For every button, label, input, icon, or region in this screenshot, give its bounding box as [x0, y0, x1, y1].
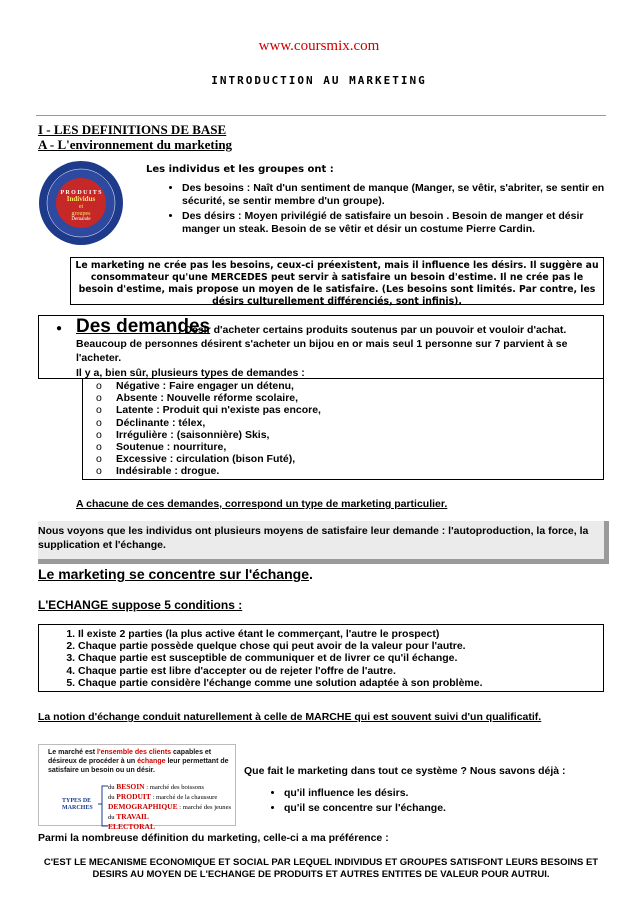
list-item: • qu'il influence les désirs. [284, 786, 446, 801]
list-item: o Irrégulière : (saisonnière) Skis, [96, 429, 321, 441]
market-def-part: capables et désireux de procéder à un [48, 749, 212, 765]
conditions-list [62, 628, 483, 689]
market-prefix: du [108, 784, 117, 791]
list-item: o Latente : Produit qui n'existe pas encore, [96, 404, 321, 416]
market-desc: : marché des jeunes [177, 804, 232, 811]
list-item [108, 792, 231, 802]
market-types-list [108, 782, 231, 832]
market-def-part: Le marché est [48, 749, 98, 756]
list-item: 5. Chaque partie considère l'échange comme une solution adaptée à son problème. [78, 677, 483, 689]
definition-intro: Parmi la nombreuse définition du marketing, celle-ci a ma préférence : [38, 832, 389, 844]
section-heading: I - LES DEFINITIONS DE BASE [38, 122, 227, 137]
list-item: o Indésirable : drogue. [96, 465, 321, 477]
environment-emblem [38, 160, 124, 246]
list-item [108, 812, 231, 822]
list-item: o Soutenue : nourriture, [96, 441, 321, 453]
demandes-footer: A chacune de ces demandes, correspond un type de marketing particulier. [76, 498, 448, 510]
list-item: 2. Chaque partie possède quelque chose qui peut avoir de la valeur pour l'autre. [78, 640, 483, 652]
needs-list [166, 182, 622, 238]
exchange-title: L'ECHANGE suppose 5 conditions : [38, 598, 243, 612]
list-item: o Négative : Faire engager un détenu, [96, 380, 321, 392]
bullet-icon: ● [56, 323, 63, 334]
list-item: 4. Chaque partie est libre d'accepter ou de rejeter l'offre de l'autre. [78, 665, 483, 677]
market-desc: : marché des boissons [144, 784, 204, 791]
market-prefix: du [108, 794, 117, 801]
list-item: • Des désirs : Moyen privilégié de satisfaire un besoin . Besoin de manger et désir manger un steak. Besoin de se vêtir et désir un costume Pierre Cardin. [182, 210, 622, 236]
list-item: 3. Chaque partie est susceptible de communiquer et de livrer ce qu'il échange. [78, 652, 483, 664]
demandes-types-intro: Il y a, bien sûr, plusieurs types de demandes : [76, 367, 305, 379]
list-item [108, 822, 231, 832]
list-item [108, 802, 231, 812]
satisfaction-text: Nous voyons que les individus ont plusieurs moyens de satisfaire leur demande : l'autoproduction, la force, la supplication et l'échange. [38, 525, 589, 551]
market-name: TRAVAIL [116, 812, 149, 821]
list-item: o Excessive : circulation (bison Futé), [96, 453, 321, 465]
document-title: INTRODUCTION AU MARKETING [211, 74, 427, 87]
market-desc: : marché de la chaussure [150, 794, 218, 801]
list-item: o Déclinante : télex, [96, 417, 321, 429]
market-name: ELECTORAL [108, 822, 155, 831]
svg-text:Individus: Individus [66, 195, 96, 203]
exchange-focus-heading [38, 566, 313, 582]
needs-intro: Les individus et les groupes ont : [146, 164, 334, 175]
marketing-does-list [268, 786, 446, 816]
market-name: DEMOGRAPHIQUE [108, 802, 178, 811]
demandes-heading: Des demandes [76, 316, 211, 337]
exchange-focus-dot: . [308, 566, 313, 582]
exchange-focus-text: Le marketing se concentre sur l'échange [38, 566, 309, 582]
list-item: • Des besoins : Naît d'un sentiment de manque (Manger, se vêtir, s'abriter, se sentir en sécurité, se sentir membre d'un groupe). [182, 182, 622, 208]
market-types-label: TYPES DE MARCHES [62, 798, 93, 811]
title-divider [36, 115, 606, 116]
market-def-part: l'ensemble des clients [97, 749, 172, 756]
svg-text:P R O D U I T S: P R O D U I T S [60, 190, 102, 196]
marketing-question: Que fait le marketing dans tout ce système ? Nous savons déjà : [244, 765, 566, 777]
svg-text:Demande: Demande [71, 217, 91, 222]
site-url[interactable]: www.coursmix.com [258, 38, 380, 54]
svg-text:et: et [78, 204, 84, 210]
list-item: • qu'il se concentre sur l'échange. [284, 801, 446, 816]
market-name: PRODUIT [116, 792, 151, 801]
market-def-part: échange [137, 758, 166, 765]
market-def-part: leur permettant de satisfaire un besoin ou un désir. [48, 758, 229, 774]
marketing-note-box: Le marketing ne crée pas les besoins, ceux-ci préexistent, mais il influence les désirs. Il suggère au consommateur qu'une MERCEDES peut servir à satisfaire un besoin d'estime. Il ne crée pas le besoin d'estime, mais propose un moyen de le satisfaire. (Les besoins sont limités. Par contre, les désirs culturellement différenciés, sont infinis). [70, 257, 604, 305]
list-item [108, 782, 231, 792]
svg-text:groupes: groupes [71, 211, 91, 217]
market-prefix: du [108, 814, 117, 821]
demandes-text: : Désir d'acheter certains produits soutenus par un pouvoir et vouloir d'achat. Beaucoup de personnes désirent s'acheter un bijou en or mais seul 1 personne sur 7 parvient à se l'acheter. [76, 324, 568, 364]
marketing-definition: C'EST LE MECANISME ECONOMIQUE ET SOCIAL PAR LEQUEL INDIVIDUS ET GROUPES SATISFONT LEURS BESOINS ET DESIRS AU MOYEN DE L'ECHANGE DE PRODUITS ET AUTRES ENTITES DE VALEUR POUR AUTRUI. [43, 857, 599, 880]
demand-types-list [96, 380, 321, 478]
market-definition [48, 748, 234, 775]
market-notion: La notion d'échange conduit naturellement à celle de MARCHE qui est souvent suivi d'un qualificatif. [38, 711, 542, 723]
list-item: o Absente : Nouvelle réforme scolaire, [96, 392, 321, 404]
list-item: 1. Il existe 2 parties (la plus active étant le commerçant, l'autre le prospect) [78, 628, 483, 640]
subsection-heading: A - L'environnement du marketing [38, 137, 233, 152]
market-name: BESOIN [116, 782, 145, 791]
